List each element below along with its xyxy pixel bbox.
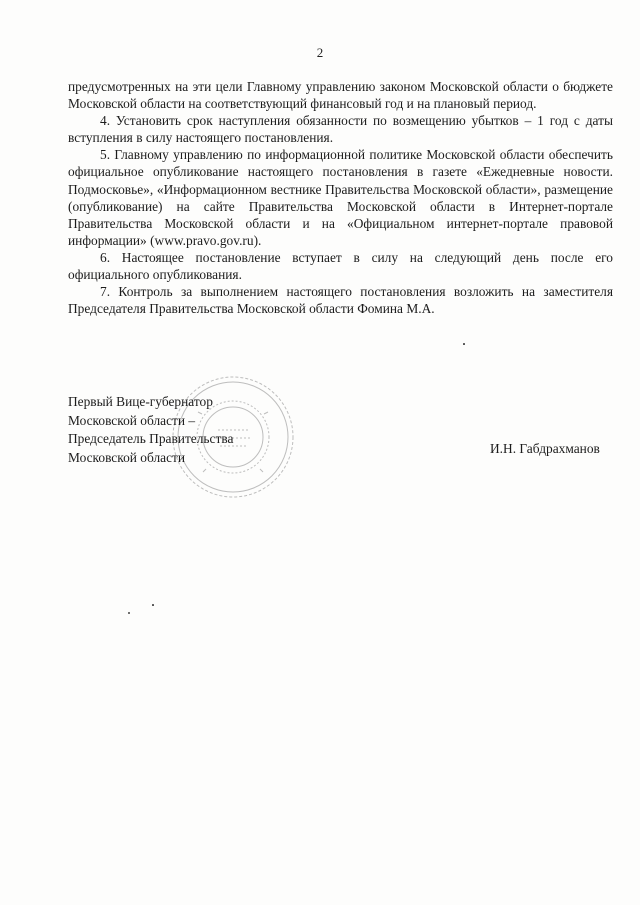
paragraph-item-4: 4. Установить срок наступления обязанности по возмещению убытков – 1 год с даты вступления в силу настоящего постановления. (68, 113, 613, 146)
paragraph-item-7: 7. Контроль за выполнением настоящего постановления возложить на заместителя Председателя Правительства Московской области Фомина М.А. (68, 284, 613, 317)
page-number: 2 (316, 45, 324, 60)
signatory-title-line: Председатель Правительства (68, 431, 234, 446)
signatory-title-line: Московской области – (68, 412, 196, 428)
signatory-title-line: Московской области (68, 449, 186, 465)
scan-speck (463, 343, 465, 345)
signatory-title-line: Первый Вице-губернатор (68, 394, 213, 409)
signatory-name: И.Н. Габдрахманов (490, 441, 600, 456)
paragraph-item-5: 5. Главному управлению по информационной политике Московской области обеспечить официальное опубликование настоящего постановления в газете «Ежедневные новости. Подмосковье», «Информационном вестнике Правительства Московской области», размещение (опубликование) на сайте Правительства Московской области в Интернет-портале Правительства Московской области и на «Официальном интернет-портале правовой информации» (www.pravo.gov.ru). (68, 147, 613, 248)
scan-speck (152, 604, 154, 606)
paragraph-item-6: 6. Настоящее постановление вступает в силу на следующий день после его официального опубликования. (68, 249, 613, 283)
document-body (68, 78, 613, 317)
paragraph-continuation: предусмотренных на эти цели Главному управлению законом Московской области о бюджете Московской области на соответствующий финансовый год и на плановый период. (68, 79, 613, 112)
scan-speck (128, 612, 130, 614)
